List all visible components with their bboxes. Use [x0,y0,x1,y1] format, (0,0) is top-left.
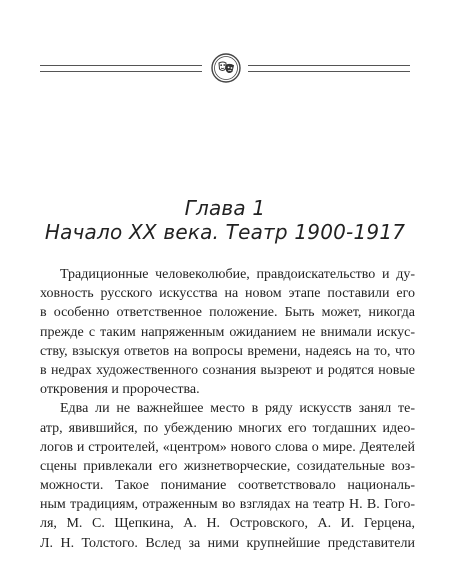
text-line: в недрах художественного сознания вызреют и родятся новые [40,362,415,378]
paragraph [40,265,415,399]
paragraph [40,399,415,553]
text-line: в особенно ответственное положение. Быть может, никогда [40,305,415,321]
text-line: Едва ли не важнейшее место в ряду искусств занял те- [60,401,415,417]
text-line: можности. Такое понимание соответствовало националь- [40,478,415,494]
text-line: логов и строителей, «центром» нового слова о мире. Деятелей [40,439,415,455]
chapter-title: Начало XX века. Театр 1900-1917 [44,220,406,244]
text-line: Л. Н. Толстого. Вслед за ними крупнейшие представители [40,535,415,551]
text-line: атр, явившийся, по убеждению многих его тогдашних идео- [40,420,415,436]
theatre-masks-icon [210,52,242,84]
chapter-ornament [40,52,410,86]
chapter-number: Глава 1 [184,196,266,220]
ornament-rule-right [248,65,410,72]
ornament-rule-left [40,65,202,72]
text-line: откровения и пророчества. [40,382,200,398]
text-line: сцены привлекали его жизнетворческие, созидательные воз- [40,458,415,474]
text-line: прежде с таким напряженным ожиданием не внимали искус- [40,324,415,340]
text-line: ховность русского искусства на новом этапе поставили его [40,286,415,302]
text-line: ным традициям, отраженным во взглядах на театр Н. В. Гого- [40,497,415,513]
text-line: Традиционные человеколюбие, правдоискательство и ду- [60,267,415,282]
text-line: ля, М. С. Щепкина, А. Н. Островского, А. И. Герцена, [40,516,415,532]
text-line: ству, взыскуя ответов на вопросы времени, надеясь на то, что [40,343,415,359]
chapter-body [40,265,415,553]
